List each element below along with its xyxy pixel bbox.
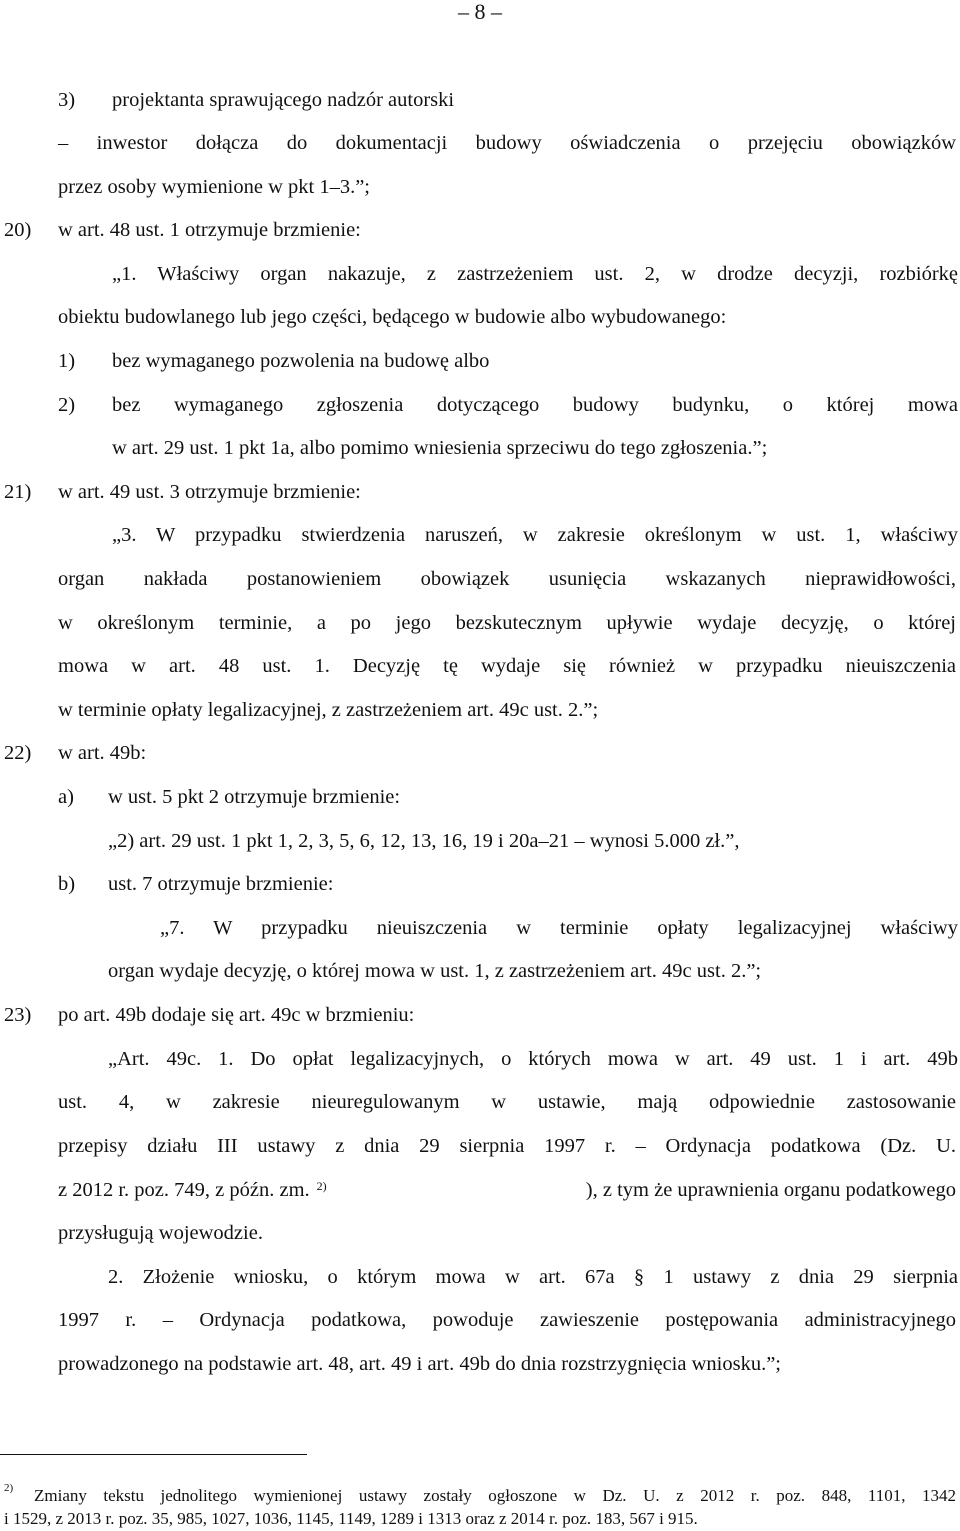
footnote-mark: 2) [4,1482,14,1494]
text-line: obiektu budowlanego lub jego części, będącego w budowie albo wybudowanego: [58,306,727,328]
item-number: 2) [58,394,76,416]
text-line: „3. W przypadku stwierdzenia naruszeń, w zakresie określonym w ust. 1, właściwy [112,524,958,546]
text-line: przepisy działu III ustawy z dnia 29 sierpnia 1997 r. – Ordynacja podatkowa (Dz. U. [58,1135,956,1157]
text-line: organ wydaje decyzję, o której mowa w ust. 1, z zastrzeżeniem art. 49c ust. 2.”; [108,960,762,982]
text-line: mowa w art. 48 ust. 1. Decyzję tę wydaje się również w przypadku nieuiszczenia [58,655,956,677]
text-line: bez wymaganego pozwolenia na budowę albo [112,350,490,372]
footnote-separator [0,1454,307,1455]
text-line: w art. 49 ust. 3 otrzymuje brzmienie: [58,481,361,503]
text-line: bez wymaganego zgłoszenia dotyczącego budowy budynku, o której mowa [112,394,958,416]
text-line: 1997 r. – Ordynacja podatkowa, powoduje zawieszenie postępowania administracyjnego [58,1309,956,1331]
item-number: 20) [4,219,32,241]
text-line: w terminie opłaty legalizacyjnej, z zastrzeżeniem art. 49c ust. 2.”; [58,699,599,721]
text-segment-tail [310,1177,956,1203]
item-number: 22) [4,742,32,764]
text-line: – inwestor dołącza do dokumentacji budowy oświadczenia o przejęciu obowiązków [58,132,956,154]
item-number: 3) [58,89,76,111]
item-number: 21) [4,481,32,503]
text-line: przez osoby wymienione w pkt 1–3.”; [58,176,370,198]
text-line: po art. 49b dodaje się art. 49c w brzmieniu: [58,1004,415,1026]
text-line: ust. 7 otrzymuje brzmienie: [108,873,334,895]
text-line-with-footnote [58,1177,956,1203]
text-line: w art. 48 ust. 1 otrzymuje brzmienie: [58,219,361,241]
text-line: ust. 4, w zakresie nieuregulowanym w ustawie, mają odpowiednie zastosowanie [58,1091,956,1113]
item-number: a) [58,786,74,808]
text-line: „2) art. 29 ust. 1 pkt 1, 2, 3, 5, 6, 12, 13, 16, 19 i 20a–21 – wynosi 5.000 zł.”, [108,830,740,852]
footnote-line: Zmiany tekstu jednolitego wymienionej ustawy zostały ogłoszone w Dz. U. z 2012 r. poz. 848, 1101, 1342 [34,1486,956,1505]
text-line: „1. Właściwy organ nakazuje, z zastrzeżeniem ust. 2, w drodze decyzji, rozbiórkę [112,263,958,285]
text-line: organ nakłada postanowieniem obowiązek usunięcia wskazanych nieprawidłowości, [58,568,956,590]
footnote-line: i 1529, z 2013 r. poz. 35, 985, 1027, 1036, 1145, 1149, 1289 i 1313 oraz z 2014 r. poz. 183, 567 i 915. [4,1509,698,1528]
text-line: w ust. 5 pkt 2 otrzymuje brzmienie: [108,786,401,808]
text-segment: ), z tym że uprawnienia organu podatkowego [585,1179,956,1201]
text-line: w art. 49b: [58,742,147,764]
text-line: „Art. 49c. 1. Do opłat legalizacyjnych, o których mowa w art. 49 ust. 1 i art. 49b [108,1048,958,1070]
text-segment: z 2012 r. poz. 749, z późn. zm. [58,1179,310,1201]
text-line: prowadzonego na podstawie art. 48, art. 49 i art. 49b do dnia rozstrzygnięcia wniosku.”; [58,1353,781,1375]
text-line: „7. W przypadku nieuiszczenia w terminie opłaty legalizacyjnej właściwy [160,917,958,939]
text-line: projektanta sprawującego nadzór autorski [112,89,455,111]
text-line: w określonym terminie, a po jego bezskutecznym upływie wydaje decyzję, o której [58,612,956,634]
text-line: 2. Złożenie wniosku, o którym mowa w art. 67a § 1 ustawy z dnia 29 sierpnia [108,1266,958,1288]
text-line: przysługują wojewodzie. [58,1222,263,1244]
page-number: – 8 – [458,0,502,24]
text-line: w art. 29 ust. 1 pkt 1a, albo pomimo wniesienia sprzeciwu do tego zgłoszenia.”; [112,437,768,459]
item-number: b) [58,873,76,895]
footnote-reference[interactable]: 2) [316,1179,327,1193]
item-number: 1) [58,350,76,372]
item-number: 23) [4,1004,32,1026]
